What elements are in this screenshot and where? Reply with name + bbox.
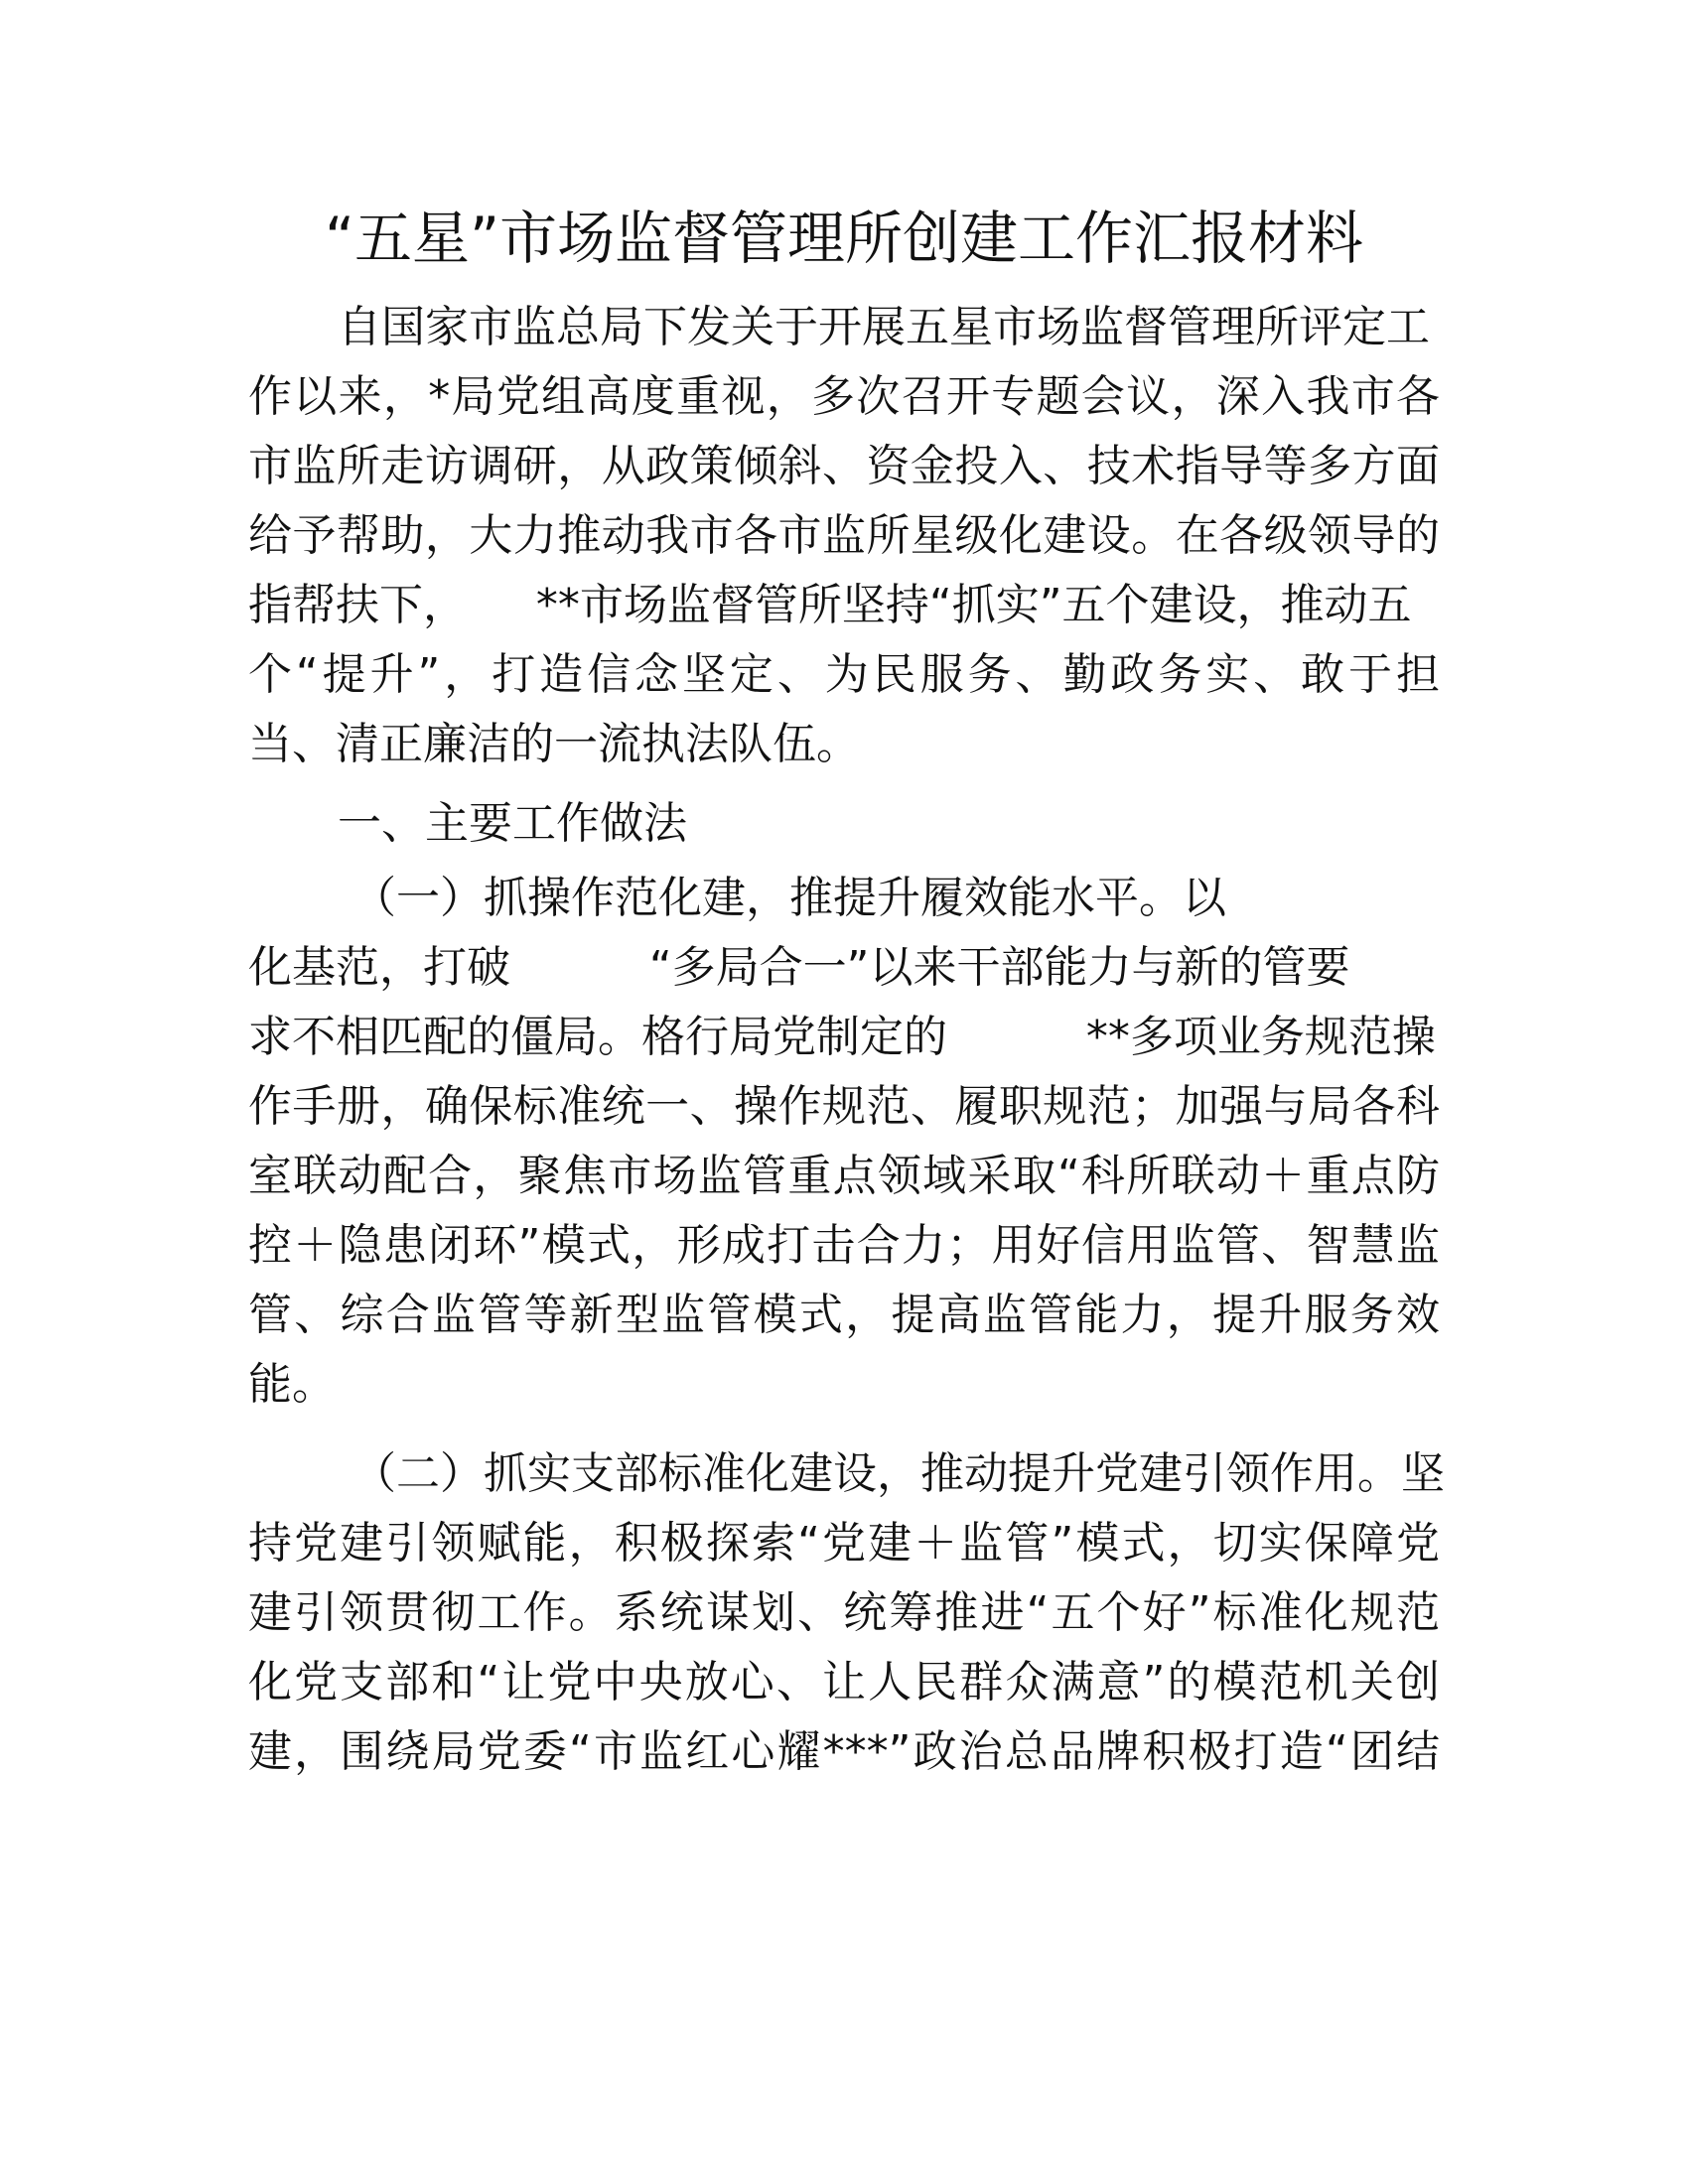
paragraph-1-line-1: 自国家市监总局下发关于开展五星市场监督管理所评定工 bbox=[338, 302, 1430, 352]
paragraph-1-line-3: 市监所走访调研，从政策倾斜、资金投入、技术指导等多方面 bbox=[248, 441, 1440, 491]
paragraph-3-line-5: 建，围绕局党委“市监红心耀***”政治总品牌积极打造“团结 bbox=[248, 1726, 1440, 1777]
paragraph-1-line-2: 作以来，*局党组高度重视，多次召开专题会议，深入我市各 bbox=[248, 371, 1440, 422]
paragraph-1-line-6: 个“提升”，打造信念坚定、为民服务、勤政务实、敢于担 bbox=[248, 649, 1440, 700]
paragraph-2-line-5: 室联动配合，聚焦市场监管重点领域采取“科所联动＋重点防 bbox=[248, 1151, 1440, 1201]
paragraph-3-line-2: 持党建引领赋能，积极探索“党建＋监管”模式，切实保障党 bbox=[248, 1518, 1440, 1569]
paragraph-2-line-4: 作手册，确保标准统一、操作规范、履职规范；加强与局各科 bbox=[248, 1081, 1440, 1132]
paragraph-2-line-8: 能。 bbox=[248, 1359, 336, 1410]
paragraph-2-line-2: 化基范，打破 “多局合一”以来干部能力与新的管要 bbox=[248, 942, 1350, 993]
paragraph-2-line-3: 求不相匹配的僵局。格行局党制定的 **多项业务规范操 bbox=[248, 1012, 1436, 1062]
paragraph-3-line-1: （二）抓实支部标准化建设，推动提升党建引领作用。坚 bbox=[352, 1448, 1445, 1499]
paragraph-2-line-7: 管、综合监管等新型监管模式，提高监管能力，提升服务效 bbox=[248, 1290, 1440, 1340]
paragraph-1-line-5: 指帮扶下， **市场监督管所坚持“抓实”五个建设，推动五 bbox=[248, 580, 1412, 630]
paragraph-3-line-4: 化党支部和“让党中央放心、让人民群众满意”的模范机关创 bbox=[248, 1657, 1440, 1707]
paragraph-2-line-1: （一）抓操作范化建，推提升履效能水平。以 bbox=[352, 873, 1226, 923]
document-title: “五星”市场监督管理所创建工作汇报材料 bbox=[324, 205, 1364, 272]
paragraph-3-line-3: 建引领贯彻工作。系统谋划、统筹推进“五个好”标准化规范 bbox=[248, 1587, 1440, 1638]
paragraph-1-line-7: 当、清正廉洁的一流执法队伍。 bbox=[248, 719, 860, 769]
section-heading: 一、主要工作做法 bbox=[338, 798, 687, 849]
paragraph-1-line-4: 给予帮助，大力推动我市各市监所星级化建设。在各级领导的 bbox=[248, 510, 1440, 561]
paragraph-2-line-6: 控＋隐患闭环”模式，形成打击合力；用好信用监管、智慧监 bbox=[248, 1220, 1440, 1271]
